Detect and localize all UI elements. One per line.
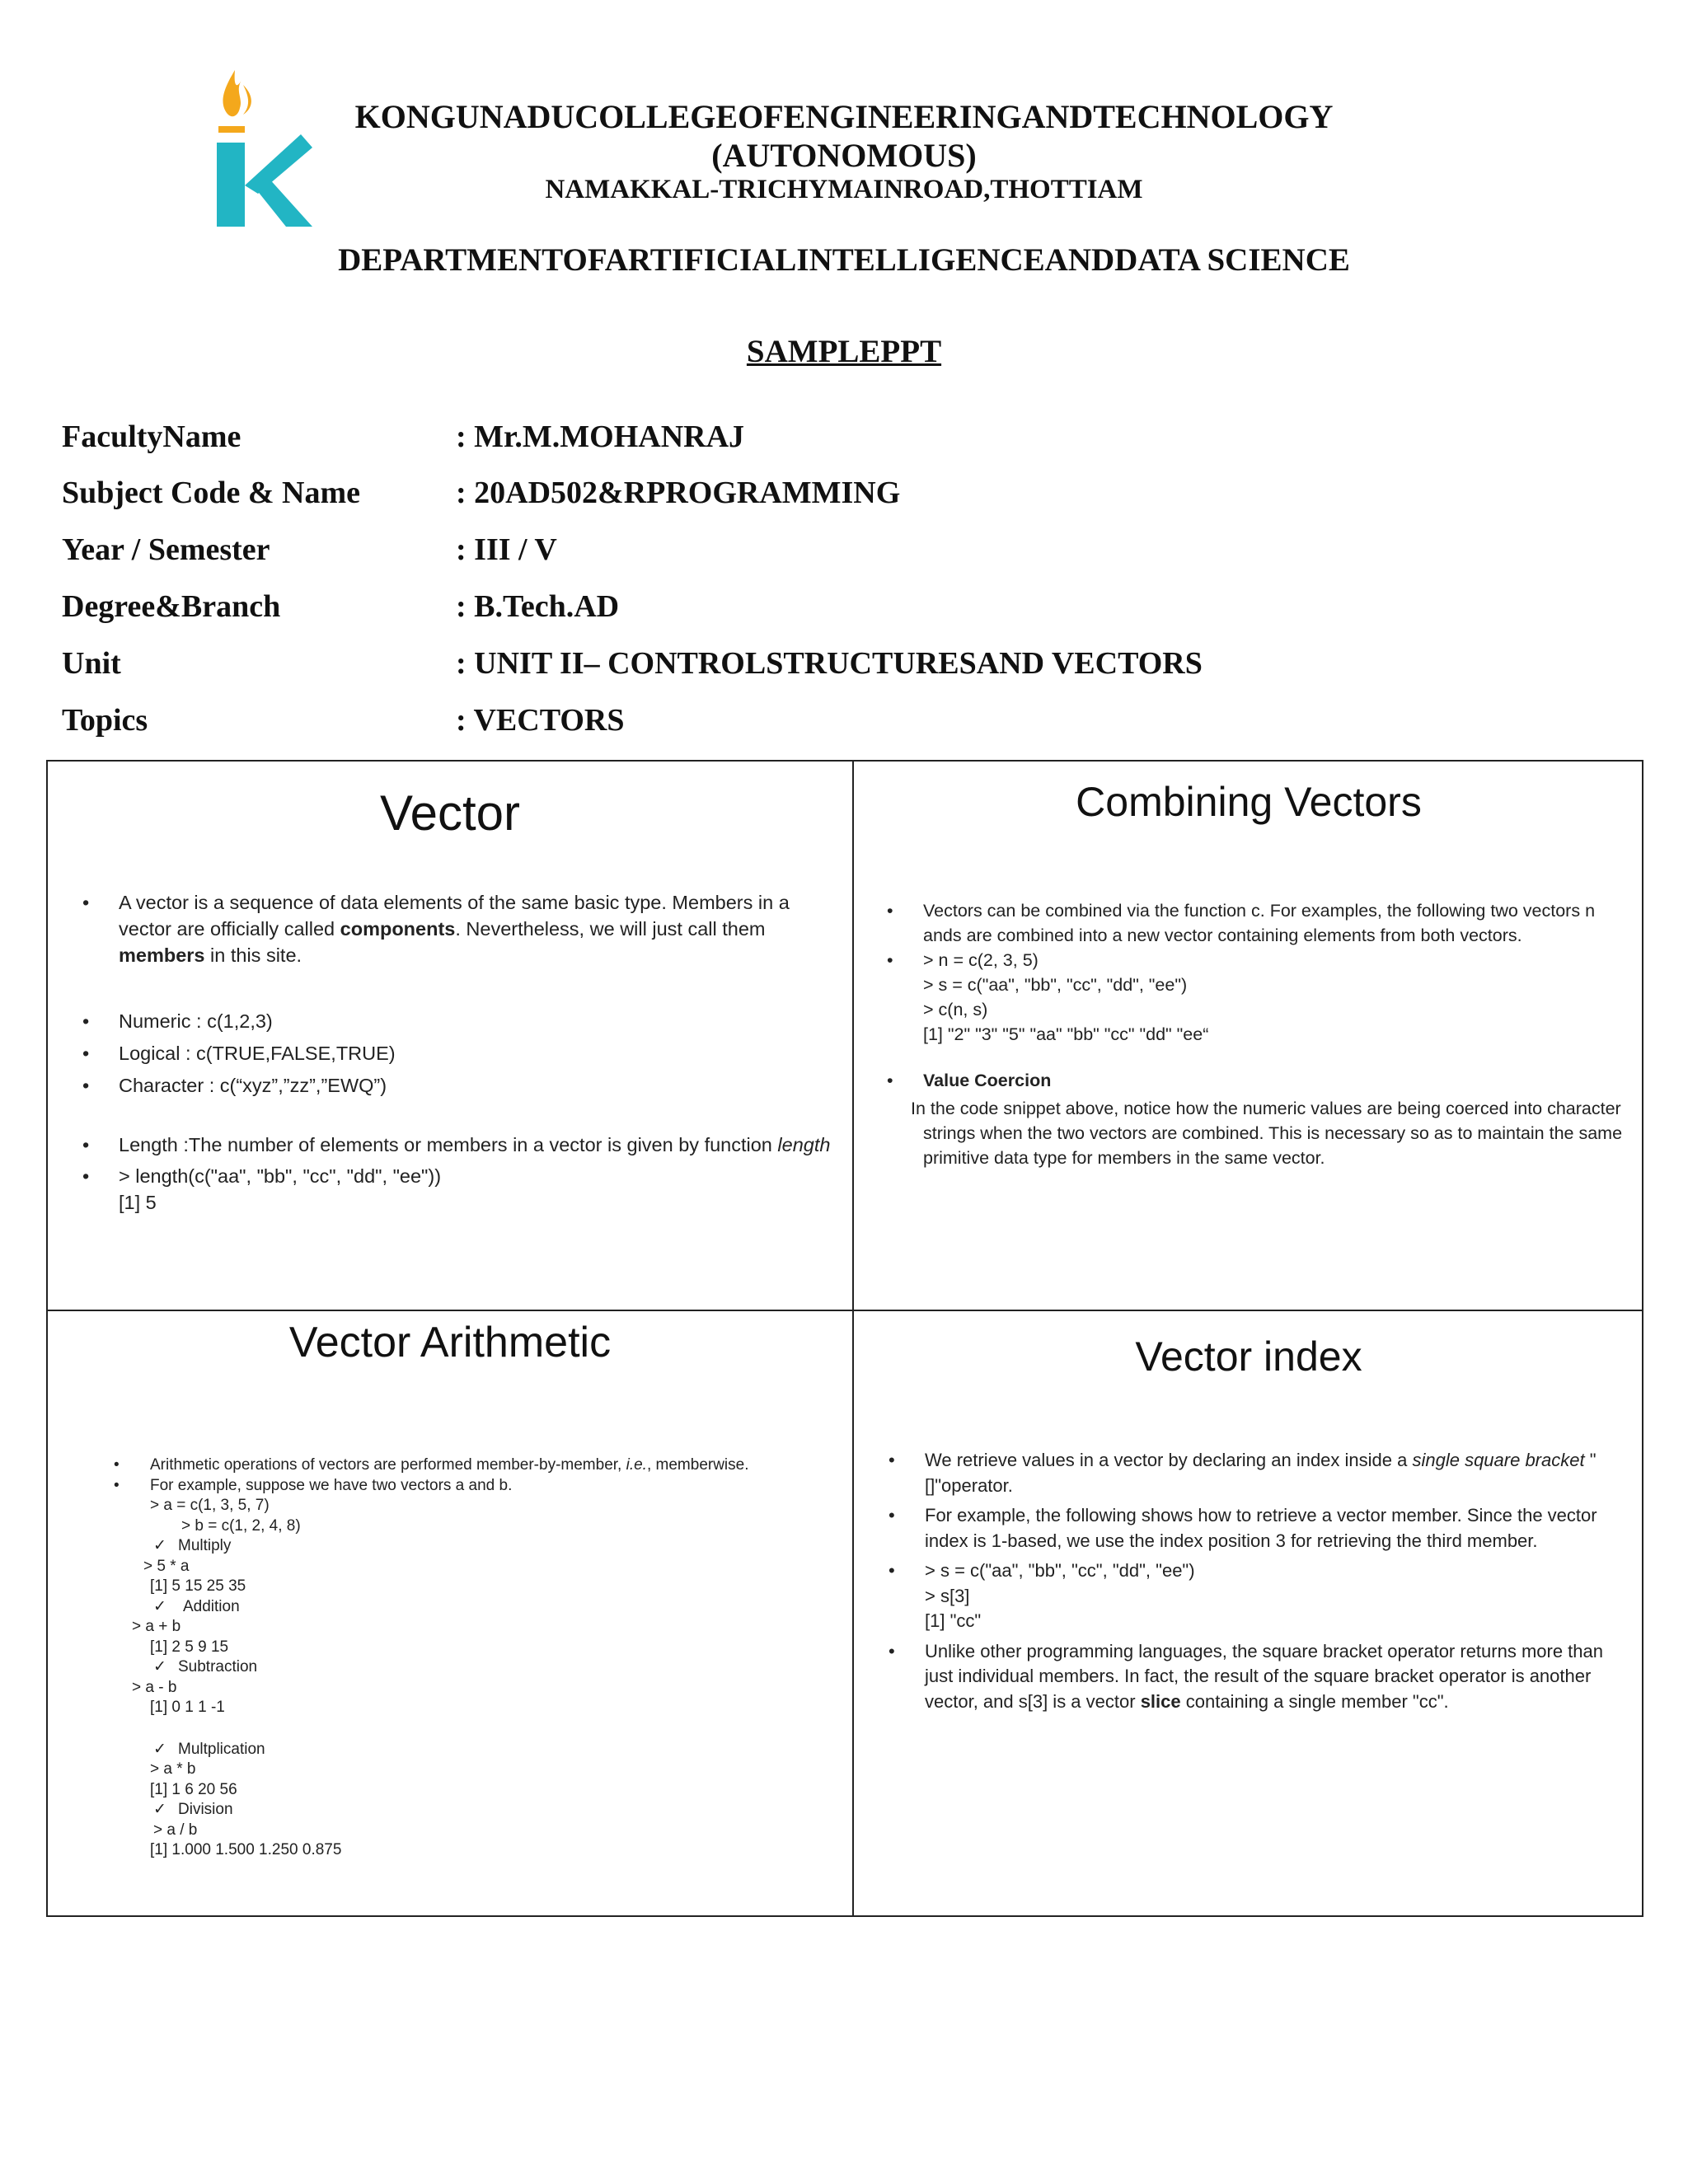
slide-content bbox=[96, 1455, 837, 1861]
text-bold: Value Coercion bbox=[923, 1071, 1052, 1090]
code-line: > a + b bbox=[132, 1618, 181, 1635]
code-line: [1] "2" "3" "5" "aa" "bb" "cc" "dd" "ee“ bbox=[923, 1024, 1209, 1044]
text-bold: slice bbox=[1140, 1690, 1181, 1712]
bullet-arithmetic bbox=[96, 1455, 837, 1476]
info-label: Topics bbox=[62, 703, 148, 738]
college-name: KONGUNADUCOLLEGEOFENGINEERINGANDTECHNOLOGY bbox=[354, 98, 1334, 135]
code-result: [1] "cc" bbox=[925, 1610, 982, 1631]
slide-title: Vector bbox=[379, 785, 521, 841]
code-line: > 5 * a bbox=[143, 1557, 190, 1575]
bullet-definition bbox=[64, 889, 839, 968]
slide-content bbox=[870, 1448, 1629, 1714]
info-value: : 20AD502&RPROGRAMMING bbox=[456, 476, 901, 510]
text: Arithmetic operations of vectors are performed member-by-member, bbox=[150, 1456, 626, 1474]
slide-title: Combining Vectors bbox=[1076, 779, 1422, 825]
info-value: : VECTORS bbox=[456, 703, 625, 738]
code-result: [1] 5 15 25 35 bbox=[150, 1577, 246, 1595]
text: in this site. bbox=[204, 944, 302, 966]
code-line: > a / b bbox=[153, 1821, 198, 1839]
slide-vector bbox=[48, 762, 852, 1310]
info-label: Year / Semester bbox=[62, 532, 270, 567]
document-title: SAMPLEPPT bbox=[746, 334, 942, 369]
college-autonomous: (AUTONOMOUS) bbox=[711, 137, 977, 174]
text-italic: i.e. bbox=[626, 1456, 647, 1474]
bullet-code: • > length(c("aa", "bb", "cc", "dd", "ee")) bbox=[64, 1163, 839, 1189]
slide-content bbox=[64, 889, 839, 1216]
slide-combining-vectors bbox=[854, 762, 1643, 1310]
text-italic: single square bracket bbox=[1412, 1450, 1585, 1470]
text: A vector is a sequence of data elements of the same basic type. Members in a vector are officially called bbox=[119, 892, 790, 940]
code-line: > s = c("aa", "bb", "cc", "dd", "ee") bbox=[923, 975, 1188, 995]
code-result: [1] 2 5 9 15 bbox=[150, 1638, 229, 1656]
info-value: : Mr.M.MOHANRAJ bbox=[456, 419, 745, 454]
department-name: DEPARTMENTOFARTIFICIALINTELLIGENCEANDDATA SCIENCE bbox=[338, 242, 1350, 278]
text: "[]"operator. bbox=[925, 1450, 1597, 1496]
code-line: > s[3] bbox=[925, 1585, 970, 1606]
code-result: [1] 5 bbox=[119, 1192, 157, 1213]
bullet-numeric: • Numeric : c(1,2,3) bbox=[64, 1008, 839, 1034]
bullet-character: • Character : c(“xyz”,”zz”,”EWQ”) bbox=[64, 1072, 839, 1099]
text: Unlike other programming languages, the square bracket operator returns more than just individual members. In fact, the result of the square bracket operator is another vector, and s[3] is a vector bbox=[925, 1640, 1604, 1712]
info-label: FacultyName bbox=[62, 419, 241, 454]
check-multplication: ✓ Multplication bbox=[96, 1740, 837, 1760]
coercion-text: In the code snippet above, notice how the numeric values are being coerced into character strings when the two vectors are combined. This is necessary so as to maintain the same primitive data type for members in the same vector. bbox=[911, 1099, 1623, 1168]
check-multiply: ✓ Multiply bbox=[96, 1536, 837, 1557]
check-addition: ✓ Addition bbox=[96, 1597, 837, 1618]
code-line: > c(n, s) bbox=[923, 1000, 988, 1019]
college-address: NAMAKKAL-TRICHYMAINROAD,THOTTIAM bbox=[545, 175, 1143, 204]
text: Length :The number of elements or members in a vector is given by function bbox=[119, 1134, 778, 1155]
code-line: > b = c(1, 2, 4, 8) bbox=[181, 1516, 301, 1535]
bullet-code: • > s = c("aa", "bb", "cc", "dd", "ee") bbox=[870, 1558, 1629, 1584]
code-line: > a - b bbox=[132, 1678, 177, 1696]
info-label: Degree&Branch bbox=[62, 589, 281, 624]
code-line: > a = c(1, 3, 5, 7) bbox=[150, 1497, 270, 1514]
text-italic: length bbox=[777, 1134, 831, 1155]
text: . Nevertheless, we will just call them bbox=[455, 918, 766, 940]
slide-content bbox=[869, 898, 1635, 1170]
code-result: [1] 1 6 20 56 bbox=[150, 1780, 237, 1798]
bullet-retrieve bbox=[870, 1448, 1629, 1498]
text-bold: members bbox=[119, 944, 205, 966]
text: containing a single member "cc". bbox=[1180, 1690, 1449, 1712]
bullet-length bbox=[64, 1132, 839, 1158]
code-result: [1] 0 1 1 -1 bbox=[150, 1699, 225, 1716]
slides-grid bbox=[46, 760, 1643, 1917]
info-label: Subject Code & Name bbox=[62, 476, 361, 510]
bullet-code: • > n = c(2, 3, 5) bbox=[869, 948, 1635, 972]
info-value: : UNIT II– CONTROLSTRUCTURESAND VECTORS bbox=[456, 646, 1203, 681]
check-division: ✓ Division bbox=[96, 1800, 837, 1821]
text: We retrieve values in a vector by declaring an index inside a bbox=[925, 1450, 1413, 1470]
info-value: : B.Tech.AD bbox=[456, 589, 620, 624]
info-label: Unit bbox=[62, 646, 121, 681]
bullet-example: • For example, the following shows how to retrieve a vector member. Since the vector index is 1-based, we use the index position 3 for retrieving the third member. bbox=[870, 1503, 1629, 1554]
code-line: > a * b bbox=[150, 1760, 196, 1778]
slide-vector-arithmetic bbox=[48, 1311, 852, 1917]
bullet-example: • For example, suppose we have two vectors a and b. bbox=[96, 1476, 837, 1497]
bullet-combine: • Vectors can be combined via the function c. For examples, the following two vectors n ands are combined into a new vector containing elements from both vectors. bbox=[869, 898, 1635, 948]
code-result: [1] 1.000 1.500 1.250 0.875 bbox=[150, 1841, 342, 1858]
bullet-slice bbox=[870, 1639, 1629, 1715]
text: , memberwise. bbox=[646, 1456, 749, 1474]
slide-vector-index bbox=[854, 1311, 1643, 1917]
text-bold: components bbox=[340, 918, 456, 940]
check-subtraction: ✓ Subtraction bbox=[96, 1657, 837, 1678]
bullet-value-coercion bbox=[869, 1068, 1635, 1093]
info-value: : III / V bbox=[456, 532, 557, 567]
slide-title: Vector index bbox=[1135, 1333, 1362, 1380]
slide-title: Vector Arithmetic bbox=[288, 1319, 612, 1366]
bullet-logical: • Logical : c(TRUE,FALSE,TRUE) bbox=[64, 1040, 839, 1066]
